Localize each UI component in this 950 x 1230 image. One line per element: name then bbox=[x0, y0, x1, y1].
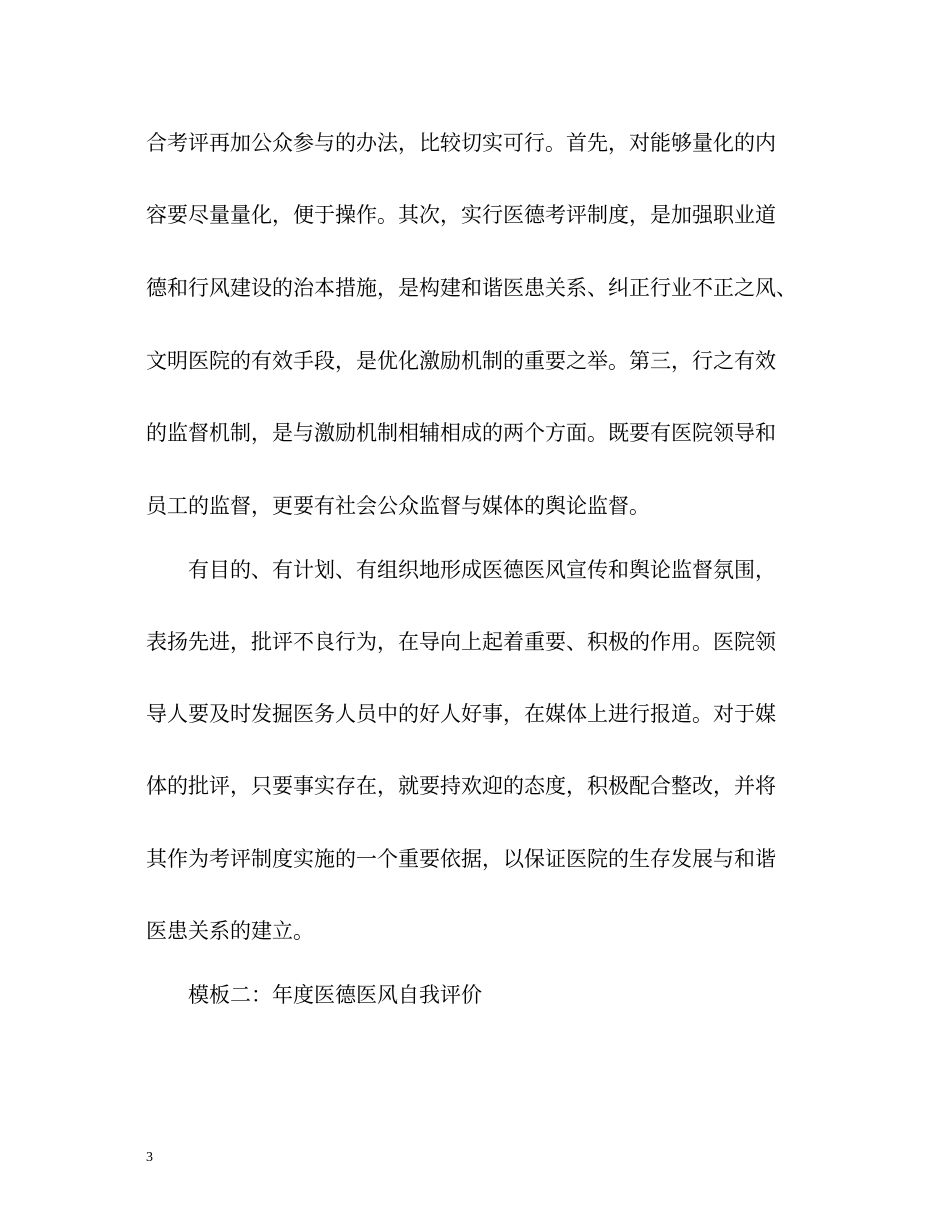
text-line: 医患关系的建立。 bbox=[146, 919, 314, 943]
text-line: 合考评再加公众参与的办法，比较切实可行。首先，对能够量化的内 bbox=[146, 131, 776, 155]
section-heading: 模板二：年度医德医风自我评价 bbox=[188, 983, 482, 1007]
text-line: 员工的监督，更要有社会公众监督与媒体的舆论监督。 bbox=[146, 494, 650, 518]
text-line: 容要尽量量化，便于操作。其次，实行医德考评制度，是加强职业道 bbox=[146, 203, 776, 227]
text-line: 有目的、有计划、有组织地形成医德医风宣传和舆论监督氛围， bbox=[188, 558, 776, 582]
text-line: 的监督机制，是与激励机制相辅相成的两个方面。既要有医院领导和 bbox=[146, 421, 776, 445]
text-line: 体的批评，只要事实存在，就要持欢迎的态度，积极配合整改，并将 bbox=[146, 774, 776, 798]
text-line: 文明医院的有效手段，是优化激励机制的重要之举。第三，行之有效 bbox=[146, 349, 776, 373]
text-line: 导人要及时发掘医务人员中的好人好事，在媒体上进行报道。对于媒 bbox=[146, 702, 776, 726]
text-line: 德和行风建设的治本措施，是构建和谐医患关系、纠正行业不正之风、 bbox=[146, 276, 797, 300]
text-line: 其作为考评制度实施的一个重要依据，以保证医院的生存发展与和谐 bbox=[146, 847, 776, 871]
page-number: 3 bbox=[146, 1150, 153, 1165]
text-line: 表扬先进，批评不良行为，在导向上起着重要、积极的作用。医院领 bbox=[146, 630, 776, 654]
